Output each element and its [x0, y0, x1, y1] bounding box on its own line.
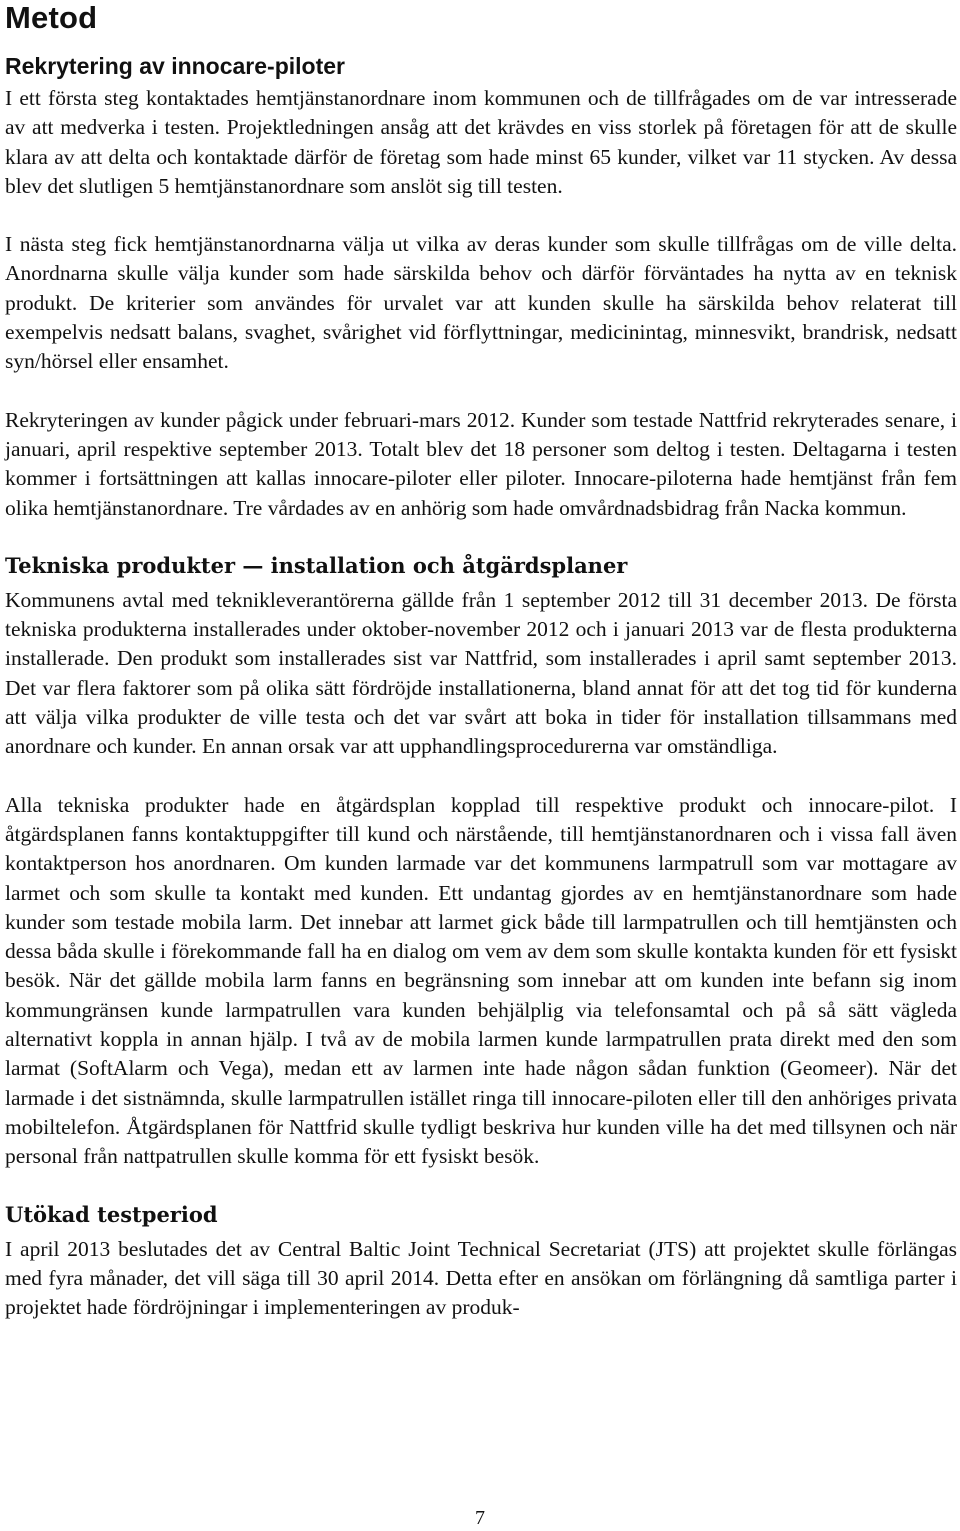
section-heading-rekrytering: Rekrytering av innocare-piloter — [5, 53, 345, 79]
section-heading-utokad-testperiod: Utökad testperiod — [5, 1201, 218, 1227]
paragraph: Kommunens avtal med teknikleverantörerna gällde från 1 september 2012 till 31 december 2013. De första tekniska produkterna installerades under oktober-november 2012 och i januari 2013 var de flesta produkterna installerade. Den produkt som installerades sist var Nattfrid, som installerades i april samt september 2013. Det var flera faktorer som på olika sätt fördröjde installationerna, bland annat för att det tog tid för kunderna att välja vilka produkter de ville testa och det var svårt att boka in tider för installation tillsammans med anordnare och kunder. En annan orsak var att upphandlingsprocedurerna var omständliga. — [5, 587, 957, 759]
page-title: Metod — [5, 0, 98, 35]
page-number: 7 — [475, 1507, 485, 1529]
paragraph: I ett första steg kontaktades hemtjänstanordnare inom kommunen och de tillfrågades om de var intresserade av att medverka i testen. Projektledningen ansåg att det krävdes en viss storlek på företagen för att de skulle klara av att delta och kontaktade därför de företag som hade minst 65 kunder, vilket var 11 stycken. Av dessa blev det slutligen 5 hemtjänstanordnare som anslöt sig till testen. — [5, 86, 957, 198]
paragraph: I nästa steg fick hemtjänstanordnarna välja ut vilka av deras kunder som skulle tillfrågas om de ville delta. Anordnarna skulle välja kunder som hade särskilda behov och därför förväntades ha nytta av en teknisk produkt. De kriterier som användes för urvalet var att kunden skulle ha särskilda behov relaterat till exempelvis nedsatt balans, svaghet, svårighet vid förflyttningar, medicinintag, minnesvikt, brandrisk, nedsatt syn/hörsel eller ensamhet. — [5, 232, 957, 374]
section-utokad-testperiod — [5, 1201, 957, 1323]
document-page — [5, 0, 957, 1322]
section-heading-tekniska-produkter: Tekniska produkter — installation och åtgärdsplaner — [5, 552, 628, 578]
section-rekrytering — [5, 52, 957, 523]
paragraph: Rekryteringen av kunder pågick under februari-mars 2012. Kunder som testade Nattfrid rekryterades senare, i januari, april respektive september 2013. Totalt blev det 18 personer som deltog i testen. Deltagarna i testen kommer i fortsättningen att kallas innocare-piloter eller piloter. Innocare-piloterna hade hemtjänst från fem olika hemtjänstanordnare. Tre vårdades av en anhörig som hade omvårdnadsbidrag från Nacka kommun. — [5, 407, 957, 520]
paragraph: Alla tekniska produkter hade en åtgärdsplan kopplad till respektive produkt och innocare-pilot. I åtgärdsplanen fanns kontaktuppgifter till kund och närstående, till hemtjänstanordnaren och i vissa fall även kontaktperson hos anordnaren. Om kunden larmade var det kommunens larmpatrull som var mottagare av larmet och som skulle ta kontakt med kunden. Ett undantag gjordes av en hemtjänstanordnare som hade kunder som testade mobila larm. Det innebar att larmet gick både till larmpatrullen och till hemtjänsten och dessa båda skulle i förekommande fall ha en dialog om vem av dem som skulle kontakta kunden för ett fysiskt besök. När det gällde mobila larm fanns en begränsning som innebar att om kunden inte befann sig inom kommungränsen kunde larmpatrullen vara kunden behjälplig via telefonsamtal och på så sätt vägleda alternativt koppla in annan hjälp. I två av de mobila larmen kunde larmpatrullen prata direkt med den som larmat (SoftAlarm och Vega), medan ett av larmen inte hade någon sådan funktion (Geomeer). När det larmade i det sistnämnda, skulle larmpatrullen istället ringa till innocare-piloten eller till den anhöriges privata mobiltelefon. Åtgärdsplanen för Nattfrid skulle tydligt beskriva hur kunden ville ha det med tillsynen och när personal från nattpatrullen skulle komma för ett fysiskt besök. — [5, 792, 957, 1169]
paragraph: I april 2013 beslutades det av Central Baltic Joint Technical Secretariat (JTS) att projektet skulle förlängas med fyra månader, det vill säga till 30 april 2014. Detta efter en ansökan om förlängning då samtliga parter i projektet hade fördröjningar i implementeringen av produk- — [5, 1236, 957, 1320]
section-tekniska-produkter — [5, 552, 957, 1172]
